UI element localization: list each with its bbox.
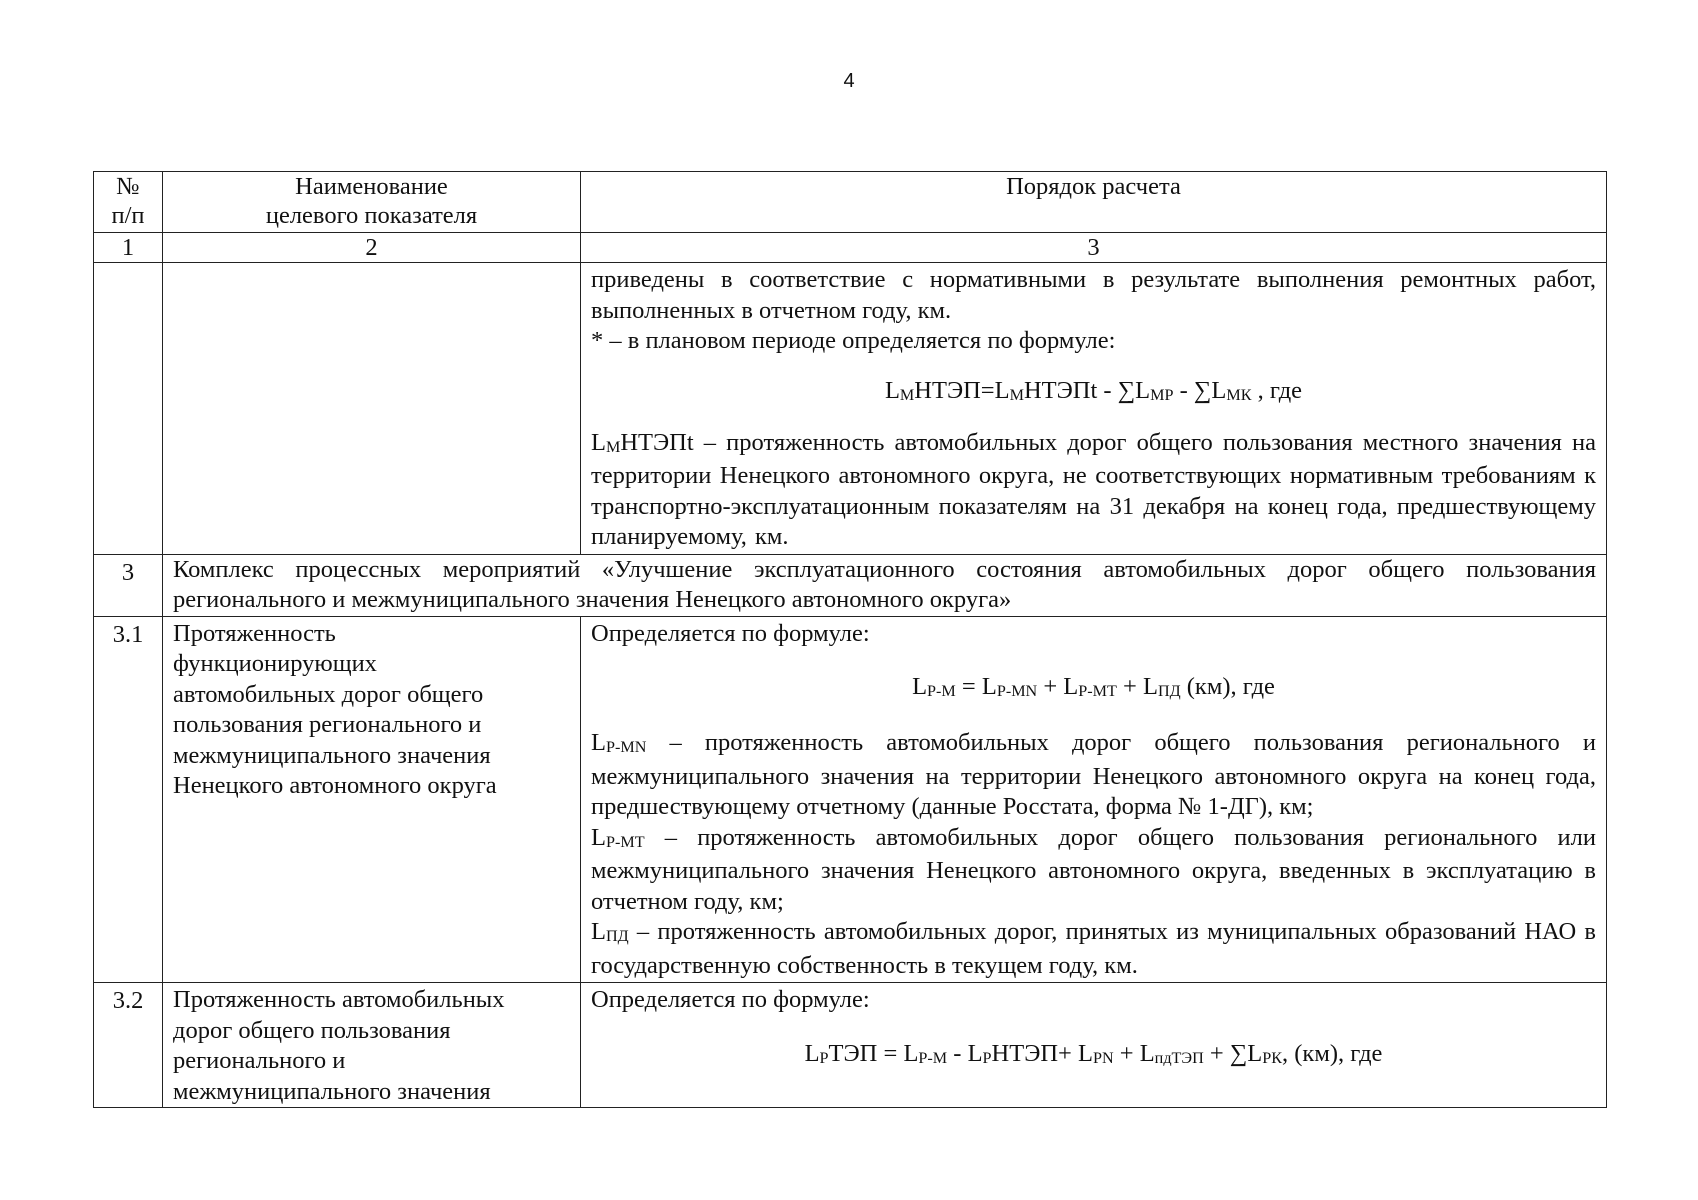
definition-lm: $L_МНТЭПt$ – протяженность автомобильных дорог общего пользования местного значения на территории Ненецкого автономного округа, не соответствующих нормативным требованиям к транспортно-эксплуатационным показателям на 31 декабря на конец года, предшествующему планируемому, км. — [591, 428, 1596, 550]
table-header-row — [94, 172, 1607, 233]
column-numbers-row — [94, 233, 1607, 263]
text-line: * – в плановом периоде определяется по формуле: — [591, 327, 1116, 354]
calc-cell — [581, 983, 1607, 1108]
text-line: выполненных в отчетном году, км. — [591, 296, 952, 324]
calc-cell — [581, 616, 1607, 983]
num-cell: 3.2 — [94, 983, 163, 1108]
calc-cell — [581, 263, 1607, 555]
name-cell: Протяженность функционирующих автомобильных дорог общего пользования регионального и межмуниципального значения Ненецкого автономного округа — [163, 616, 581, 983]
name-cell: Протяженность автомобильных дорог общего пользования регионального и межмуниципального значения — [163, 983, 581, 1108]
page-number: 4 — [843, 70, 855, 92]
formula-lptep: $L_РТЭП = L_{Р-М}$ - $L_РНТЭП+ L_{РN} + L_{пдТЭП} + \sum L_{РК}$, (км), где — [804, 1039, 1383, 1067]
table-row — [94, 616, 1607, 983]
section-title: Комплекс процессных мероприятий «Улучшение эксплуатационного состояния автомобильных дорог общего пользования регионального и межмуниципального значения Ненецкого автономного округа» — [163, 554, 1607, 616]
definition-lpmt: $L_{Р-МТ}$ – протяженность автомобильных дорог общего пользования регионального или межмуниципального значения Ненецкого автономного округа, введенных в эксплуатацию в отчетном году, км; — [591, 823, 1596, 915]
section-row — [94, 554, 1607, 616]
intro-text: Определяется по формуле: — [591, 619, 870, 647]
table-row — [94, 983, 1607, 1108]
intro-text: Определяется по формуле: — [591, 986, 870, 1013]
header-num: № п/п — [94, 172, 163, 233]
name-cell — [163, 263, 581, 555]
column-number: 1 — [94, 233, 163, 263]
column-number: 3 — [581, 233, 1607, 263]
definition-lpmn: $L_{Р-МN}$ – протяженность автомобильных дорог общего пользования регионального и межмуниципального значения на территории Ненецкого автономного округа на конец года, предшествующему отчетному (данные Росстата, форма № 1-ДГ), км; — [591, 729, 1596, 820]
text-line: приведены в соответствие с нормативными в результате выполнения ремонтных работ, — [591, 266, 1596, 293]
definition-lpd: $L_{ПД}$ – протяженность автомобильных дорог, принятых из муниципальных образований НАО в государственную собственность в текущем году, км. — [591, 918, 1596, 979]
indicators-table — [93, 171, 1607, 1108]
table-row — [94, 263, 1607, 555]
header-calc: Порядок расчета — [581, 172, 1607, 233]
formula-lpm: $L_{Р-М} = L_{Р-МN} + L_{Р-МТ} + L_{ПД}$ (км), где — [912, 673, 1275, 700]
num-cell: 3.1 — [94, 616, 163, 983]
num-cell — [94, 263, 163, 555]
column-number: 2 — [163, 233, 581, 263]
formula-lm: $L_МНТЭП=L_МНТЭПt - \sum L_{МР} - \sum L_{МК}$ , где — [884, 376, 1303, 404]
header-name: Наименование целевого показателя — [163, 172, 581, 233]
num-cell: 3 — [94, 554, 163, 616]
